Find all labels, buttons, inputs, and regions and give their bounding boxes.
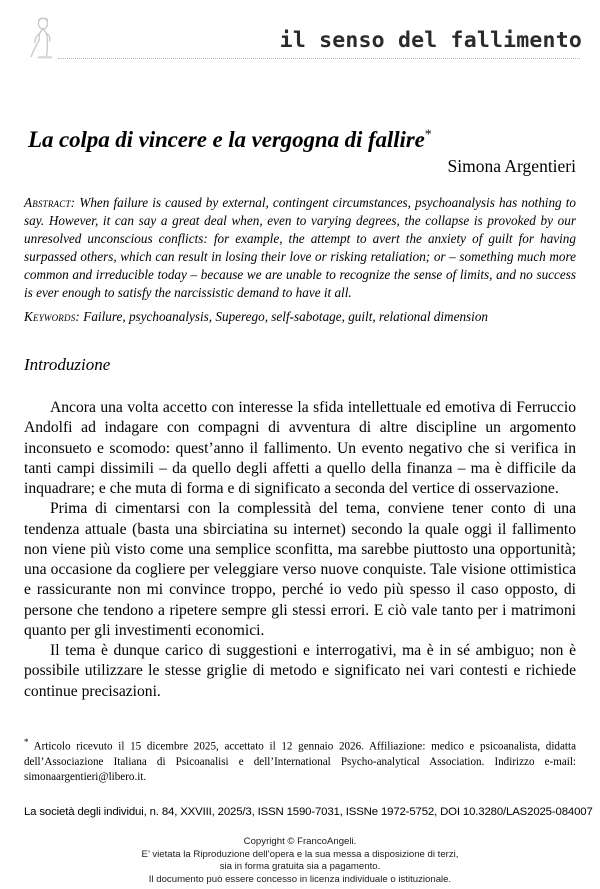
running-header bbox=[0, 14, 600, 64]
title-footnote-marker: * bbox=[424, 127, 432, 143]
copyright-block bbox=[0, 836, 600, 887]
body-paragraph: Il tema è dunque carico di suggestioni e interrogativi, ma è in sé ambiguo; non è possibile utilizzare le stesse griglie di metodo e significato nei vari contesti e richiede continue precisazioni. bbox=[24, 642, 576, 700]
keywords-text: Failure, psychoanalysis, Superego, self-sabotage, guilt, relational dimension bbox=[79, 309, 489, 324]
copyright-line: E’ vietata la Riproduzione dell’opera e la sua messa a disposizione di terzi, bbox=[141, 848, 459, 860]
page-title bbox=[28, 127, 572, 153]
abstract-block bbox=[24, 194, 576, 302]
footnote-block bbox=[24, 736, 576, 785]
keywords-label: Keywords: bbox=[24, 309, 80, 324]
body-paragraph: Prima di cimentarsi con la complessità del tema, conviene tener conto di una tendenza attuale (basta una sbirciatina su internet) secondo la quale oggi il fallimento non viene più visto come una semplice sconfitta, ma sarebbe piuttosto una opportunità; una occasione da cogliere per veleggiare verso nuove conquiste. Tale visione ottimistica e rassicurante non mi convince troppo, perché io vedo più spesso il caso opposto, di persone che tendono a ripetere sempre gli stessi errori. E ciò vale tanto per i matrimoni quanto per gli investimenti economici. bbox=[24, 500, 576, 639]
copyright-line: sia in forma gratuita sia a pagamento. bbox=[219, 861, 381, 873]
keywords-block bbox=[24, 308, 576, 326]
standing-human-figure-logo-icon bbox=[26, 16, 62, 64]
footnote-text: Articolo ricevuto il 15 dicembre 2025, accettato il 12 gennaio 2026. Affiliazione: medico e psicoanalista, didatta dell’Associazione Italiana di Psicoanalisi e dell’International Psycho-analytical Association. Indirizzo e-mail: simonaargentieri@libero.it. bbox=[24, 740, 576, 783]
article-title-text: La colpa di vincere e la vergogna di fallire bbox=[28, 127, 425, 153]
abstract-text: When failure is caused by external, contingent circumstances, psychoanalysis has nothing to say. However, it can say a great deal when, even to varying degrees, the collapse is provoked by our unresolved unconscious conflicts: for example, the attempt to avert the anxiety of guilt for having surpassed others, which can result in losing their love or risking retaliation; or – something much more common and irreducible today – because we are unable to recognize the sense of limits, and no success is ever enough to satisfy the narcissistic demand to have it all. bbox=[24, 195, 576, 301]
journal-section-title: il senso del fallimento bbox=[279, 28, 582, 53]
article-author: Simona Argentieri bbox=[447, 156, 576, 176]
header-dotted-rule bbox=[58, 58, 580, 59]
section-heading-introduzione: Introduzione bbox=[24, 355, 111, 374]
footnote-marker: * bbox=[24, 737, 29, 747]
copyright-line: Copyright © FrancoAngeli. bbox=[243, 836, 357, 847]
body-paragraph: Ancora una volta accetto con interesse la sfida intellettuale ed emotiva di Ferruccio Andolfi ad indagare con compagni di avventura di altre discipline un argomento inconsueto e scomodo: quest’anno il fallimento. Un evento negativo che si verifica in tanti campi dissimili – da quello degli affetti a quello della finanza – ma è difficile da inquadrare; e che muta di forma e di significato a seconda del vertice di osservazione. bbox=[24, 399, 576, 498]
abstract-label: Abstract: bbox=[24, 195, 76, 210]
body-copy bbox=[24, 398, 576, 702]
journal-citation-line: La società degli individui, n. 84, XXVIII, 2025/3, ISSN 1590-7031, ISSNe 1972-5752, DOI 10.3280/LAS2025-084007 bbox=[24, 806, 593, 818]
copyright-line: Il documento può essere concesso in licenza individuale o istituzionale. bbox=[148, 873, 452, 885]
